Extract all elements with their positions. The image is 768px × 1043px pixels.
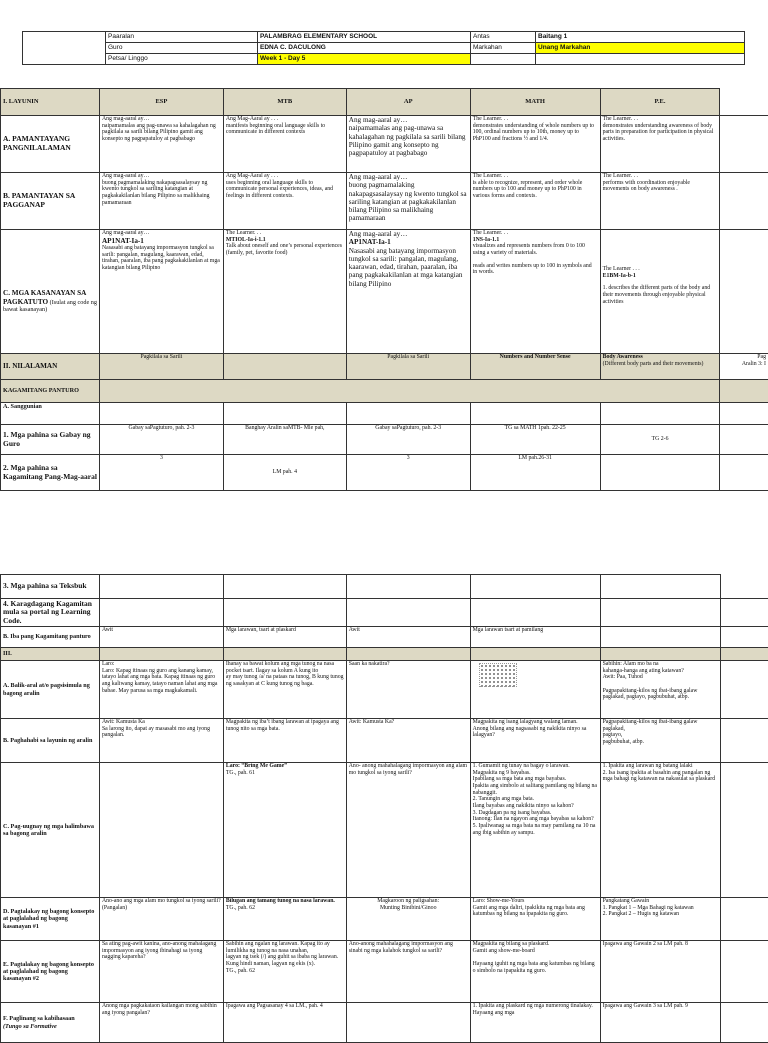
nilalaman-row: [1, 354, 768, 380]
quarter-label: Markahan: [471, 43, 536, 54]
teacher-label: Guro: [106, 43, 258, 54]
paglinang-row: [1, 1003, 768, 1043]
row-label: A. PAMANTAYANG PANGNILALAMAN: [1, 116, 100, 173]
col-ap: AP: [346, 89, 470, 116]
pagganap-row: [1, 173, 768, 230]
lesson-plan-table-top: [0, 88, 768, 491]
row-label: 3. Mga pahina sa Teksbuk: [1, 575, 100, 599]
cell-esp: Pagkilala sa Sarili: [99, 354, 223, 380]
row-label: B. Iba pang Kagamitang panturo: [1, 627, 100, 648]
cell-ap: Awit: [346, 627, 470, 648]
row-label: A. Balik-aral at/o pagsisimula ng bagong aralin: [1, 661, 100, 719]
date-value: Week 1 - Day 5: [258, 54, 471, 65]
cell-math: Laro: Show-me-Yours Gamit ang mga daliri, ipakikita ng mga bata ang katumbas ng bilang na ipapakita ng guro.: [470, 898, 600, 941]
cell-mtb: Ang Mag-Aaral ay . . . manifests beginning oral language skills to communicate in different contexts: [223, 116, 346, 173]
column-header-row: [1, 89, 768, 116]
row-label: F. Paglinang sa kabihasaan (Tungo sa Formative: [1, 1003, 100, 1043]
pamantayang-row: [1, 116, 768, 173]
cell-esp: Ang mag-aaral ay… naipamamalas ang pag-unawa sa kahalagahan ng pagkilala sa sarili bilang Pilipino gamit ang konsepto ng pagpapatuloy at pagbabago: [99, 116, 223, 173]
cell-pe: Body Awareness (Different body parts and their movements): [600, 354, 720, 380]
col-pe: P.E.: [600, 89, 720, 116]
cell-mtb: The Learner. . . MTIOL-Ia-i-1.1 Talk about oneself and one’s personal experiences (family, pet, favorite food): [223, 230, 346, 354]
cell-math: LM pah.26-31: [470, 455, 600, 491]
col-esp: ESP: [99, 89, 223, 116]
cell-mtb: Laro: “Bring Me Game” TG., pah. 61: [223, 763, 346, 898]
cell-esp: Anong mga pagkakataon kailangan mong sabihin ang iyong pangalan?: [99, 1003, 223, 1043]
cell-math: The Learner. . . is able to recognize, represent, and order whole numbers up to 100 and money up to PhP100 in various forms and contexts.: [470, 173, 600, 230]
quarter-value: Unang Markahan: [536, 43, 745, 54]
row-label: KAGAMITANG PANTURO: [1, 380, 100, 403]
pagugnay-row: [1, 763, 768, 898]
cell-extra: Pag Aralin 3: I: [720, 354, 768, 380]
kasanayan-row: [1, 230, 768, 354]
cell-esp: Ano-ano ang mga alam mo tungkol sa iyong sarili? (Pangalan): [99, 898, 223, 941]
header-info-table: [22, 31, 745, 65]
lesson-plan-table-bottom: [0, 574, 768, 1043]
cell-mtb: Ihanay sa bawat kolum ang mga tunog na nasa pocket tsart. Ilagay sa kolum A kung ito ay may tunog /a/ na pataas na tunog, B kung tunog ng sasakyan at C kung tunog ng baga.: [223, 661, 346, 719]
cell-pe: The Learner. . . performs with coordination enjoyable movements on body awareness .: [600, 173, 720, 230]
cell-pe: Pangkatang Gawain 1. Pangkat 1 – Mga Bahagi ng katawan 2. Pangkat 2 – Hugis ng katawan: [600, 898, 720, 941]
header-blank-cell: [23, 32, 106, 65]
cell-mtb: Mga larawan, tsart at plaskard: [223, 627, 346, 648]
school-label: Paaralan: [106, 32, 258, 43]
cell-ap: Ano- anong mahahalagang impormasyon ang alam mo tungkol sa iyong sarili?: [346, 763, 470, 898]
pagtalakay2-row: [1, 941, 768, 1003]
cell-esp: Sa ating pag-awit kanina, ano-anong mahalagang impormasyon ang iyong ibinahagi sa iyong nagging kapareha?: [99, 941, 223, 1003]
date-label: Petsa/ Linggo: [106, 54, 258, 65]
cell-pe: Ipagawa ang Gawain 2 sa LM pah. 8: [600, 941, 720, 1003]
row-label: 1. Mga pahina sa Gabay ng Guro: [1, 425, 100, 455]
cell-pe: The Learner . . . E1BM-Ia-b-1 1. describes the different parts of the body and their movements through enjoyable physical activities: [600, 230, 720, 354]
cell-math: [470, 661, 600, 719]
col-mtb: MTB: [223, 89, 346, 116]
blank-cell: [536, 54, 745, 65]
paghahabi-row: [1, 719, 768, 763]
cell-math: Mga larawan tsart at pamilang: [470, 627, 600, 648]
cell-esp: Ang mag-aaral ay… AP1NAT-Ia-1 Nasasabi ang batayang impormasyon tungkol sa sarili: pangalan, magulang, kaarawan, edad, tirahan, paaralan, iba pang pagkakakilanlan at mga katangian bilang Pilipino: [99, 230, 223, 354]
cell-math: The Learner. . . 1NS-Ia-1.1 visualizes and represents numbers from 0 to 100 using a variety of materials. reads and writes numbers up to 100 in symbols and in words.: [470, 230, 600, 354]
cell-ap: Gabay saPagtuturo, pah. 2-3: [346, 425, 470, 455]
cell-esp: 3: [99, 455, 223, 491]
cell-esp: Awit: [99, 627, 223, 648]
cell-pe: Pagpapakitang-kilos ng ibat-ibang galaw paglakad, pagtayo, pagbubuhat, atbp.: [600, 719, 720, 763]
sanggunian-row: [1, 403, 768, 425]
cell-pe: Ipagawa ang Gawain 3 sa LM pah. 9: [600, 1003, 720, 1043]
grade-label: Antas: [471, 32, 536, 43]
cell-mtb: Ang Mag-Aaral ay . . . uses beginning oral language skills to communicate personal experiences, ideas, and feelings in different contexts.: [223, 173, 346, 230]
row-label: A. Sanggunian: [1, 403, 100, 425]
pangmag-row: [1, 455, 768, 491]
layunin-heading: I. LAYUNIN: [1, 89, 100, 116]
school-value: PALAMBRAG ELEMENTARY SCHOOL: [258, 32, 471, 43]
cell-esp: Laro: Laro: Kapag itinaas ng guro ang kanang kamay, tatayo lahat ang mga bata. Kapag itinaas ng guro ang kaliwang kamay, tatayo naman lahat ang mga babae. May parusa sa mga magkakamali.: [99, 661, 223, 719]
cell-ap: Ang mag-aaral ay… AP1NAT-Ia-1 Nasasabi ang batayang impormasyon tungkol sa sarili: pangalan, magulang, kaarawan, edad, tirahan, paaralan, iba pang pagkakakilanlan at mga katangian bilang Pilipino: [346, 230, 470, 354]
teksbuk-row: [1, 575, 768, 599]
row-label: 4. Karagdagang Kagamitan mula sa portal ng Learning Code.: [1, 599, 100, 627]
counting-grid-image: [479, 663, 517, 687]
cell-mtb: Magpakita ng iba’t ibang larawan at ipagaya ang tunog nito sa mga bata.: [223, 719, 346, 763]
cell-math: Numbers and Number Sense: [470, 354, 600, 380]
kagamitan-row: [1, 380, 768, 403]
cell-math: TG sa MATH 1pah. 22-25: [470, 425, 600, 455]
teacher-value: EDNA C. DACULONG: [258, 43, 471, 54]
cell-mtb: Banghay Aralin saMTB- Mle pah,: [223, 425, 346, 455]
blank-cell: [471, 54, 536, 65]
cell-math: The Learner. . . demonstrates understanding of whole numbers up to 100, ordinal numbers up to 10th, money up to PhP100 and fractions ½ and 1/4.: [470, 116, 600, 173]
cell-ap: 3: [346, 455, 470, 491]
cell-pe: 1. Ipakita ang larawan ng batang lalaki 2. Isa isang ipakita at basahin ang pangalan ng mga bahagi ng katawan na nakasulat sa plaskard: [600, 763, 720, 898]
cell-ap: Saan ka nakatira?: [346, 661, 470, 719]
cell-ap: Ano-anong mahahalagang impormasyon ang sinabi ng mga kalahok tungkol sa sarili?: [346, 941, 470, 1003]
cell-ap: Pagkilala sa Sarili: [346, 354, 470, 380]
cell-ap: Awit: Kamusta Ka?: [346, 719, 470, 763]
col-math: MATH: [470, 89, 600, 116]
cell-pe: Sabihin: Alam mo ba na kahanga-hanga ang ating katawan? Awit: Paa, Tuhod Pagpapakitang-kilos ng ibat-ibang galaw paglakad, pagtayo, pagbubuhat, atbp.: [600, 661, 720, 719]
cell-mtb: LM pah. 4: [223, 455, 346, 491]
row-label: B. PAMANTAYAN SA PAGGANAP: [1, 173, 100, 230]
cell-ap: Magkaroon ng paligsahan: Munting Binibini/Ginoo: [346, 898, 470, 941]
row-label: C. MGA KASANAYAN SA PAGKATUTO (Isulat ang code ng bawat kasanayan): [1, 230, 100, 354]
pagtalakay1-row: [1, 898, 768, 941]
cell-math: 1. Ipakita ang plaskard ng mga numerong tinalakay. Hayaang ang mga: [470, 1003, 600, 1043]
cell-ap: Ang mag-aaral ay… naipamamalas ang pag-unawa sa kahalagahan ng pagkilala sa sarili bilang Pilipino gamit ang konsepto ng pagpapatuloy at pagbabago: [346, 116, 470, 173]
cell-ap: Ang mag-aaral ay… buong pagmamalaking nakapagsasalaysay ng kwento tungkol sa sariling katangian at pagkakakilanlan bilang Pilipino sa malikhaing pamamaraan: [346, 173, 470, 230]
cell-math: Magpakita ng bilang sa plaskard. Gamit ang show-me-board Hayaang iguhit ng mga bata ang katumbas ng bilang o simbolo na ipapakita ng guro.: [470, 941, 600, 1003]
cell-esp: Ang mag-aaral ay… buong pagmamalaking nakapagsasalaysay ng kwento tungkol sa sariling katangian at pagkakakilanlan bilang Pilipino sa malikhaing pamamaraan: [99, 173, 223, 230]
cell-math: 1. Gumamit ng tunay na bagay o larawan. Magpakita ng 9 bayabas. Ipabilang sa mga bata ang mga bayabas. Ipakita ang simbolo at salitang pamilang ng bilang na nabanggit. 2. Tanungin ang mga bata. Ilang bayabas ang nakikita ninyo sa kahon? 3. Dagdagan pa ng isang bayabas. Itanong: Ilan na ngayon ang mga bayabas sa kahon? 5. Ipaliwanag sa mga bata na may pamilang na 10 na ang ibig sabihin ay sampu.: [470, 763, 600, 898]
row-label: III.: [1, 648, 100, 661]
cell-mtb: [223, 354, 346, 380]
cell-mtb: Bilugan ang tamang tunog na nasa larawan. TG., pah. 62: [223, 898, 346, 941]
cell-esp: Awit: Kamusta Ka Sa larong ito, dapat ay masasabi mo ang iyong pangalan.: [99, 719, 223, 763]
cell-math: Magpakita ng isang lalagyang walang laman. Anong bilang ang nagsasabi ng nakikita ninyo sa lalagyan?: [470, 719, 600, 763]
row-label: C. Pag-uugnay ng mga halimbawa sa bagong aralin: [1, 763, 100, 898]
cell-mtb: Sabihin ang ngalan ng larawan. Kapag ito ay lumilikha ng tunog na nasa unahan, lagyan ng tsek (/) ang guhit sa ibaba ng larawan. Kung hindi naman, lagyan ng ekis (x). TG., pah. 62: [223, 941, 346, 1003]
cell-pe: The Learner. . . demonstrates understanding awareness of body parts in preparation for participation in physical activities.: [600, 116, 720, 173]
row-label: 2. Mga pahina sa Kagamitang Pang-Mag-aaral: [1, 455, 100, 491]
cell-esp: Gabay saPagtuturo, pah. 2-3: [99, 425, 223, 455]
iii-row: [1, 648, 768, 661]
row-label: II. NILALAMAN: [1, 354, 100, 380]
cell-mtb: Ipagawa ang Pagsasanay 4 sa LM., pah. 4: [223, 1003, 346, 1043]
row-label: B. Paghahabi sa layunin ng aralin: [1, 719, 100, 763]
gabay-row: [1, 425, 768, 455]
cell-pe: TG 2-6: [600, 425, 720, 455]
row-label: D. Pagtalakay ng bagong konsepto at paglalahad ng bagong kasanayan #1: [1, 898, 100, 941]
balik-row: [1, 661, 768, 719]
row-label: E. Pagtalakay ng bagong konsepto at paglalahad ng bagong kasanayan #2: [1, 941, 100, 1003]
karagdagang-row: [1, 599, 768, 627]
iba-row: [1, 627, 768, 648]
grade-value: Baitang 1: [536, 32, 745, 43]
